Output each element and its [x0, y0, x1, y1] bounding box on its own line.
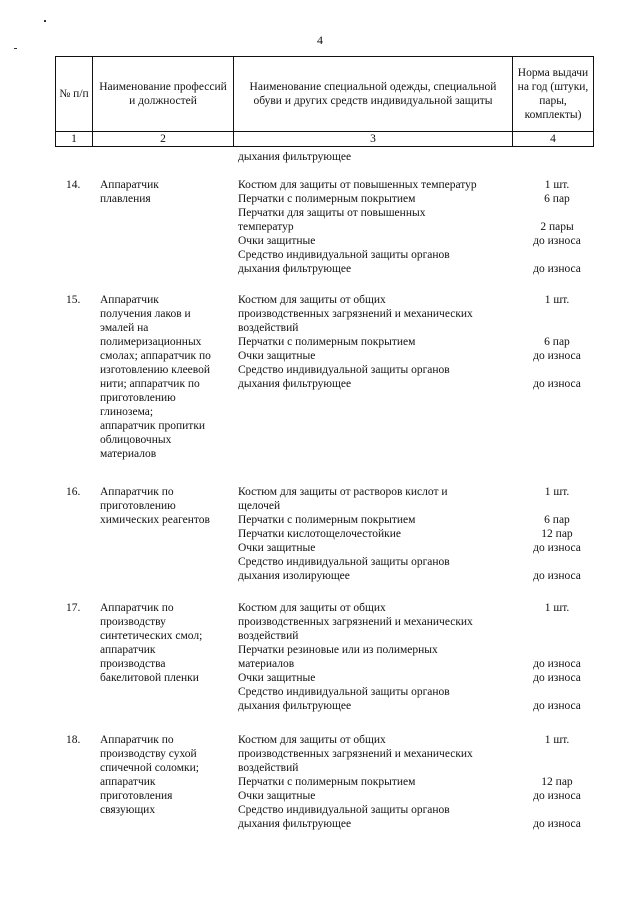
- issue-norm: 1 шт.: [544, 734, 570, 746]
- protection-item-line: воздействий: [238, 762, 299, 774]
- protection-item: [238, 685, 528, 713]
- profession-name: [100, 485, 230, 527]
- protection-item-line: Очки защитные: [238, 350, 316, 362]
- profession-line: изготовлению клеевой: [100, 364, 211, 376]
- issue-norm: 2 пары: [540, 221, 574, 233]
- protection-item-line: Костюм для защиты от общих: [238, 734, 386, 746]
- issue-norm: до износа: [533, 378, 581, 390]
- protection-item-line: Костюм для защиты от растворов кислот и: [238, 486, 448, 498]
- protection-item-line: Костюм для защиты от общих: [238, 602, 386, 614]
- profession-name: [100, 293, 230, 461]
- table-header: [55, 56, 594, 147]
- protection-item: [238, 541, 528, 555]
- protection-item: [238, 485, 528, 513]
- issue-norm: до износа: [533, 542, 581, 554]
- protection-item: [238, 513, 528, 527]
- protection-item-line: Перчатки резиновые или из полимерных: [238, 644, 438, 656]
- protection-item-line: Очки защитные: [238, 235, 316, 247]
- protection-item: [238, 643, 528, 671]
- profession-line: получения лаков и: [100, 308, 191, 320]
- column-number-1: 1: [56, 132, 93, 147]
- page-number: 4: [317, 33, 323, 47]
- protection-item-line: производственных загрязнений и механических: [238, 748, 473, 760]
- profession-line: нити; аппаратчик по: [100, 378, 200, 390]
- protection-item: [238, 555, 528, 583]
- protection-item-line: Перчатки с полимерным покрытием: [238, 193, 416, 205]
- row-number: 14.: [66, 179, 81, 191]
- protection-item: [238, 601, 528, 643]
- protection-item-line: температур: [238, 221, 294, 233]
- issue-norm: до износа: [533, 818, 581, 830]
- issue-norm: 6 пар: [544, 193, 570, 205]
- protection-item: [238, 248, 528, 276]
- profession-line: производства: [100, 658, 166, 670]
- protection-item: [238, 733, 528, 775]
- profession-line: Аппаратчик по: [100, 734, 174, 746]
- issue-norm: 1 шт.: [544, 486, 570, 498]
- protection-item-line: Средство индивидуальной защиты органов: [238, 249, 450, 261]
- protection-item-line: Средство индивидуальной защиты органов: [238, 364, 450, 376]
- protection-item-line: Перчатки для защиты от повышенных: [238, 207, 426, 219]
- profession-line: Аппаратчик: [100, 294, 159, 306]
- protection-item-line: дыхания фильтрующее: [238, 378, 352, 390]
- header-number: № п/п: [56, 57, 93, 132]
- profession-line: связующих: [100, 804, 156, 816]
- header-norm: Норма выдачи на год (штуки, пары, комплекты): [513, 57, 594, 132]
- protection-item-line: Очки защитные: [238, 542, 316, 554]
- issue-norm: 6 пар: [544, 336, 570, 348]
- issue-norm: 1 шт.: [544, 602, 570, 614]
- profession-line: Аппаратчик по: [100, 486, 174, 498]
- protection-item: [238, 293, 528, 335]
- issue-norm: до износа: [533, 700, 581, 712]
- profession-line: приготовлению: [100, 500, 176, 512]
- profession-line: полимеризационных: [100, 336, 202, 348]
- protection-item: [238, 206, 528, 234]
- protection-item-line: Очки защитные: [238, 672, 316, 684]
- profession-line: производству сухой: [100, 748, 197, 760]
- protection-item: [238, 775, 528, 789]
- column-number-3: 3: [234, 132, 513, 147]
- issue-norm: до износа: [533, 570, 581, 582]
- row-number: 16.: [66, 486, 81, 498]
- protection-item-line: дыхания фильтрующее: [238, 700, 352, 712]
- issue-norm: 12 пар: [541, 528, 573, 540]
- issue-norm: до износа: [533, 672, 581, 684]
- issue-norm: до износа: [533, 235, 581, 247]
- header-profession: Наименование профессий и должностей: [93, 57, 234, 132]
- profession-name: [100, 733, 230, 817]
- issue-norm: 1 шт.: [544, 294, 570, 306]
- protection-item: [238, 671, 528, 685]
- profession-line: синтетических смол;: [100, 630, 203, 642]
- protection-item-line: Перчатки кислотощелочестойкие: [238, 528, 401, 540]
- profession-line: приготовления: [100, 790, 173, 802]
- column-number-4: 4: [513, 132, 594, 147]
- profession-line: глинозема;: [100, 406, 154, 418]
- issue-norm: 1 шт.: [544, 179, 570, 191]
- protection-item-line: Костюм для защиты от общих: [238, 294, 386, 306]
- issue-norm: до износа: [533, 658, 581, 670]
- scan-speck: [44, 20, 46, 22]
- profession-line: эмалей на: [100, 322, 149, 334]
- issue-norm: до износа: [533, 790, 581, 802]
- protection-item-line: Средство индивидуальной защиты органов: [238, 556, 450, 568]
- protection-item-line: Костюм для защиты от повышенных температур: [238, 179, 477, 191]
- protection-item-line: Перчатки с полимерным покрытием: [238, 336, 416, 348]
- protection-item-line: Средство индивидуальной защиты органов: [238, 686, 450, 698]
- row-number: 15.: [66, 294, 81, 306]
- protection-item-line: Перчатки с полимерным покрытием: [238, 776, 416, 788]
- protection-item-line: Средство индивидуальной защиты органов: [238, 804, 450, 816]
- protection-item-line: дыхания фильтрующее: [238, 263, 352, 275]
- issue-norm: 6 пар: [544, 514, 570, 526]
- protection-item: [238, 234, 528, 248]
- row-number: 17.: [66, 602, 81, 614]
- profession-line: аппаратчик: [100, 644, 156, 656]
- profession-name: [100, 601, 230, 685]
- protection-item-line: Перчатки с полимерным покрытием: [238, 514, 416, 526]
- protection-item: [238, 363, 528, 391]
- profession-line: химических реагентов: [100, 514, 210, 526]
- protection-item: [238, 527, 528, 541]
- protection-item-line: воздействий: [238, 630, 299, 642]
- header-protection-means: Наименование специальной одежды, специальной обуви и других средств индивидуальной защиты: [234, 57, 513, 132]
- issue-norm: до износа: [533, 263, 581, 275]
- row-number: 18.: [66, 734, 81, 746]
- protection-item-line: Очки защитные: [238, 790, 316, 802]
- profession-line: аппаратчик пропитки: [100, 420, 206, 432]
- protection-item-line: производственных загрязнений и механических: [238, 616, 473, 628]
- profession-line: Аппаратчик: [100, 179, 159, 191]
- issue-norm: 12 пар: [541, 776, 573, 788]
- profession-line: Аппаратчик по: [100, 602, 174, 614]
- protection-item-line: дыхания фильтрующее: [238, 818, 352, 830]
- protection-item: [238, 789, 528, 803]
- profession-name: [100, 178, 230, 206]
- profession-line: приготовлению: [100, 392, 176, 404]
- protection-item: [238, 178, 528, 192]
- profession-line: бакелитовой пленки: [100, 672, 199, 684]
- continuation-text: дыхания фильтрующее: [238, 151, 352, 163]
- protection-item-line: материалов: [238, 658, 295, 670]
- protection-item: [238, 335, 528, 349]
- scan-speck: [14, 48, 17, 49]
- protection-item-line: производственных загрязнений и механических: [238, 308, 473, 320]
- profession-line: плавления: [100, 193, 151, 205]
- protection-item: [238, 803, 528, 831]
- profession-line: аппаратчик: [100, 776, 156, 788]
- profession-line: спичечной соломки;: [100, 762, 199, 774]
- issue-norm: до износа: [533, 350, 581, 362]
- protection-item: [238, 192, 528, 206]
- profession-line: смолах; аппаратчик по: [100, 350, 211, 362]
- protection-item-line: дыхания изолирующее: [238, 570, 350, 582]
- column-number-2: 2: [93, 132, 234, 147]
- profession-line: материалов: [100, 448, 157, 460]
- protection-item-line: щелочей: [238, 500, 281, 512]
- protection-item-line: воздействий: [238, 322, 299, 334]
- profession-line: облицовочных: [100, 434, 172, 446]
- protection-item: [238, 349, 528, 363]
- profession-line: производству: [100, 616, 166, 628]
